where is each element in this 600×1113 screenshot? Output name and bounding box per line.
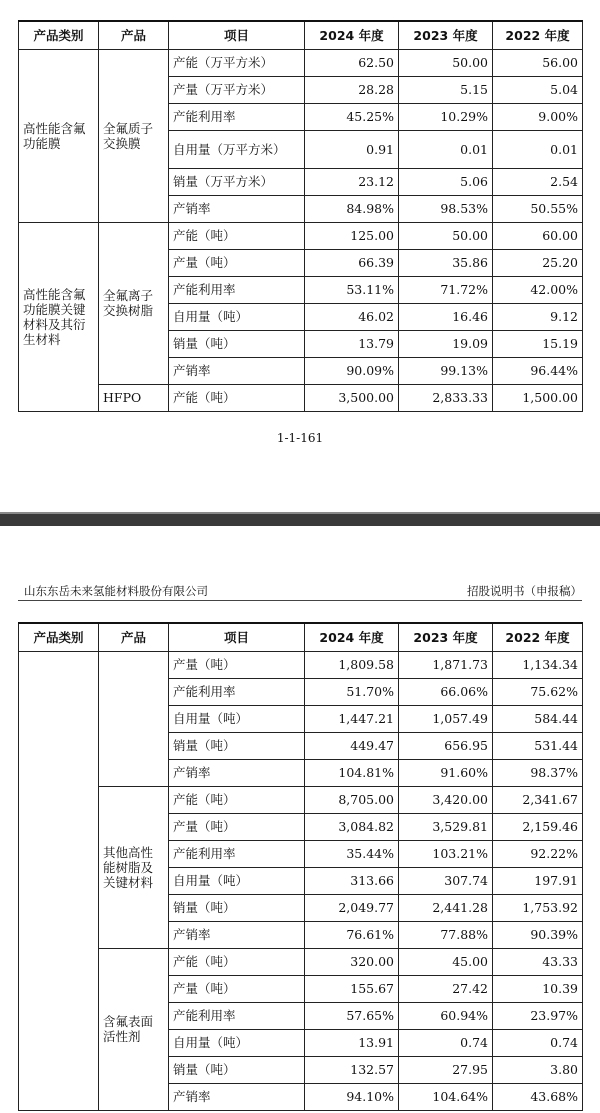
- value-cell-2023: 35.86: [399, 249, 493, 276]
- item-cell: 自用量（吨）: [169, 303, 305, 330]
- column-header: 2023 年度: [399, 623, 493, 651]
- value-cell-2022: 5.04: [493, 76, 583, 103]
- item-cell: 销量（吨）: [169, 894, 305, 921]
- value-cell-2022: 9.12: [493, 303, 583, 330]
- capacity-table-part1: [18, 20, 583, 412]
- value-cell-2022: 1,753.92: [493, 894, 583, 921]
- header-row: [19, 21, 583, 49]
- value-cell-2023: 1,871.73: [399, 651, 493, 678]
- value-cell-2023: 45.00: [399, 948, 493, 975]
- value-cell-2022: 96.44%: [493, 357, 583, 384]
- page-number: 1-1-161: [276, 431, 324, 445]
- table-row: [19, 786, 583, 813]
- value-cell-2023: 1,057.49: [399, 705, 493, 732]
- value-cell-2022: 584.44: [493, 705, 583, 732]
- table-row: [19, 948, 583, 975]
- value-cell-2023: 66.06%: [399, 678, 493, 705]
- item-cell: 销量（万平方米）: [169, 168, 305, 195]
- value-cell-2023: 91.60%: [399, 759, 493, 786]
- value-cell-2023: 50.00: [399, 49, 493, 76]
- item-cell: 自用量（吨）: [169, 1029, 305, 1056]
- item-cell: 产量（吨）: [169, 249, 305, 276]
- value-cell-2024: 3,084.82: [305, 813, 399, 840]
- item-cell: 产量（吨）: [169, 651, 305, 678]
- value-cell-2024: 125.00: [305, 222, 399, 249]
- item-cell: 产销率: [169, 357, 305, 384]
- item-cell: 产销率: [169, 759, 305, 786]
- value-cell-2024: 104.81%: [305, 759, 399, 786]
- header-rule: [18, 600, 582, 601]
- value-cell-2022: 197.91: [493, 867, 583, 894]
- item-cell: 产销率: [169, 921, 305, 948]
- value-cell-2023: 16.46: [399, 303, 493, 330]
- column-header: 项目: [169, 623, 305, 651]
- product-category-cell: [19, 651, 99, 1110]
- value-cell-2023: 77.88%: [399, 921, 493, 948]
- value-cell-2024: 13.91: [305, 1029, 399, 1056]
- value-cell-2022: 15.19: [493, 330, 583, 357]
- value-cell-2024: 57.65%: [305, 1002, 399, 1029]
- value-cell-2022: 50.55%: [493, 195, 583, 222]
- value-cell-2024: 84.98%: [305, 195, 399, 222]
- value-cell-2024: 2,049.77: [305, 894, 399, 921]
- value-cell-2022: 10.39: [493, 975, 583, 1002]
- value-cell-2024: 132.57: [305, 1056, 399, 1083]
- value-cell-2023: 104.64%: [399, 1083, 493, 1110]
- value-cell-2022: 75.62%: [493, 678, 583, 705]
- item-cell: 产能利用率: [169, 1002, 305, 1029]
- item-cell: 销量（吨）: [169, 330, 305, 357]
- value-cell-2024: 320.00: [305, 948, 399, 975]
- value-cell-2023: 99.13%: [399, 357, 493, 384]
- value-cell-2023: 27.42: [399, 975, 493, 1002]
- value-cell-2022: 2,341.67: [493, 786, 583, 813]
- value-cell-2024: 28.28: [305, 76, 399, 103]
- value-cell-2023: 60.94%: [399, 1002, 493, 1029]
- header-company: 山东东岳未来氢能材料股份有限公司: [24, 584, 208, 598]
- value-cell-2024: 53.11%: [305, 276, 399, 303]
- value-cell-2023: 2,441.28: [399, 894, 493, 921]
- item-cell: 产能利用率: [169, 276, 305, 303]
- value-cell-2024: 90.09%: [305, 357, 399, 384]
- product-cell: 全氟质子交换膜: [99, 49, 169, 222]
- value-cell-2023: 3,529.81: [399, 813, 493, 840]
- value-cell-2023: 656.95: [399, 732, 493, 759]
- value-cell-2024: 313.66: [305, 867, 399, 894]
- item-cell: 销量（吨）: [169, 1056, 305, 1083]
- item-cell: 产量（吨）: [169, 813, 305, 840]
- value-cell-2023: 27.95: [399, 1056, 493, 1083]
- column-header: 产品: [99, 21, 169, 49]
- value-cell-2023: 3,420.00: [399, 786, 493, 813]
- item-cell: 产能（吨）: [169, 222, 305, 249]
- value-cell-2022: 98.37%: [493, 759, 583, 786]
- value-cell-2023: 10.29%: [399, 103, 493, 130]
- item-cell: 产量（万平方米）: [169, 76, 305, 103]
- item-cell: 销量（吨）: [169, 732, 305, 759]
- product-cell: 含氟表面活性剂: [99, 948, 169, 1110]
- product-category-cell: 高性能含氟功能膜: [19, 49, 99, 222]
- value-cell-2024: 13.79: [305, 330, 399, 357]
- value-cell-2023: 2,833.33: [399, 384, 493, 411]
- value-cell-2024: 35.44%: [305, 840, 399, 867]
- item-cell: 自用量（万平方米）: [169, 130, 305, 168]
- product-cell: [99, 651, 169, 786]
- value-cell-2024: 51.70%: [305, 678, 399, 705]
- item-cell: 产能利用率: [169, 678, 305, 705]
- value-cell-2024: 0.91: [305, 130, 399, 168]
- value-cell-2024: 1,447.21: [305, 705, 399, 732]
- product-category-cell: 高性能含氟功能膜关键材料及其衍生材料: [19, 222, 99, 411]
- table-row: [19, 384, 583, 411]
- value-cell-2022: 42.00%: [493, 276, 583, 303]
- product-cell: 其他高性能树脂及关键材料: [99, 786, 169, 948]
- value-cell-2022: 43.68%: [493, 1083, 583, 1110]
- item-cell: 产销率: [169, 195, 305, 222]
- value-cell-2024: 8,705.00: [305, 786, 399, 813]
- header-doc-title: 招股说明书（申报稿）: [467, 584, 582, 598]
- page-separator: [0, 514, 600, 526]
- item-cell: 产能（万平方米）: [169, 49, 305, 76]
- column-header: 2024 年度: [305, 623, 399, 651]
- value-cell-2023: 307.74: [399, 867, 493, 894]
- value-cell-2022: 9.00%: [493, 103, 583, 130]
- page-top: [0, 0, 600, 512]
- value-cell-2022: 60.00: [493, 222, 583, 249]
- value-cell-2024: 449.47: [305, 732, 399, 759]
- value-cell-2023: 5.15: [399, 76, 493, 103]
- value-cell-2024: 23.12: [305, 168, 399, 195]
- column-header: 2023 年度: [399, 21, 493, 49]
- value-cell-2024: 3,500.00: [305, 384, 399, 411]
- value-cell-2022: 43.33: [493, 948, 583, 975]
- column-header: 产品类别: [19, 623, 99, 651]
- value-cell-2023: 103.21%: [399, 840, 493, 867]
- value-cell-2024: 155.67: [305, 975, 399, 1002]
- item-cell: 产销率: [169, 1083, 305, 1110]
- value-cell-2023: 19.09: [399, 330, 493, 357]
- column-header: 产品: [99, 623, 169, 651]
- value-cell-2023: 0.74: [399, 1029, 493, 1056]
- value-cell-2022: 1,134.34: [493, 651, 583, 678]
- header-row: [19, 623, 583, 651]
- item-cell: 产量（吨）: [169, 975, 305, 1002]
- value-cell-2024: 66.39: [305, 249, 399, 276]
- value-cell-2022: 2.54: [493, 168, 583, 195]
- table-row: [19, 651, 583, 678]
- value-cell-2024: 76.61%: [305, 921, 399, 948]
- item-cell: 产能（吨）: [169, 384, 305, 411]
- column-header: 2022 年度: [493, 21, 583, 49]
- item-cell: 产能（吨）: [169, 786, 305, 813]
- value-cell-2023: 0.01: [399, 130, 493, 168]
- column-header: 产品类别: [19, 21, 99, 49]
- value-cell-2022: 0.74: [493, 1029, 583, 1056]
- value-cell-2022: 2,159.46: [493, 813, 583, 840]
- table-row: [19, 49, 583, 76]
- item-cell: 产能（吨）: [169, 948, 305, 975]
- value-cell-2022: 531.44: [493, 732, 583, 759]
- value-cell-2022: 56.00: [493, 49, 583, 76]
- value-cell-2022: 90.39%: [493, 921, 583, 948]
- value-cell-2022: 0.01: [493, 130, 583, 168]
- column-header: 2022 年度: [493, 623, 583, 651]
- item-cell: 自用量（吨）: [169, 705, 305, 732]
- value-cell-2023: 71.72%: [399, 276, 493, 303]
- value-cell-2024: 1,809.58: [305, 651, 399, 678]
- capacity-table-part2: [18, 622, 583, 1111]
- value-cell-2024: 46.02: [305, 303, 399, 330]
- item-cell: 产能利用率: [169, 103, 305, 130]
- value-cell-2022: 1,500.00: [493, 384, 583, 411]
- table-row: [19, 222, 583, 249]
- item-cell: 自用量（吨）: [169, 867, 305, 894]
- value-cell-2024: 94.10%: [305, 1083, 399, 1110]
- value-cell-2022: 23.97%: [493, 1002, 583, 1029]
- value-cell-2023: 98.53%: [399, 195, 493, 222]
- value-cell-2024: 45.25%: [305, 103, 399, 130]
- product-cell: HFPO: [99, 384, 169, 411]
- value-cell-2023: 5.06: [399, 168, 493, 195]
- value-cell-2022: 25.20: [493, 249, 583, 276]
- column-header: 项目: [169, 21, 305, 49]
- value-cell-2023: 50.00: [399, 222, 493, 249]
- item-cell: 产能利用率: [169, 840, 305, 867]
- column-header: 2024 年度: [305, 21, 399, 49]
- value-cell-2022: 3.80: [493, 1056, 583, 1083]
- value-cell-2022: 92.22%: [493, 840, 583, 867]
- value-cell-2024: 62.50: [305, 49, 399, 76]
- product-cell: 全氟离子交换树脂: [99, 222, 169, 384]
